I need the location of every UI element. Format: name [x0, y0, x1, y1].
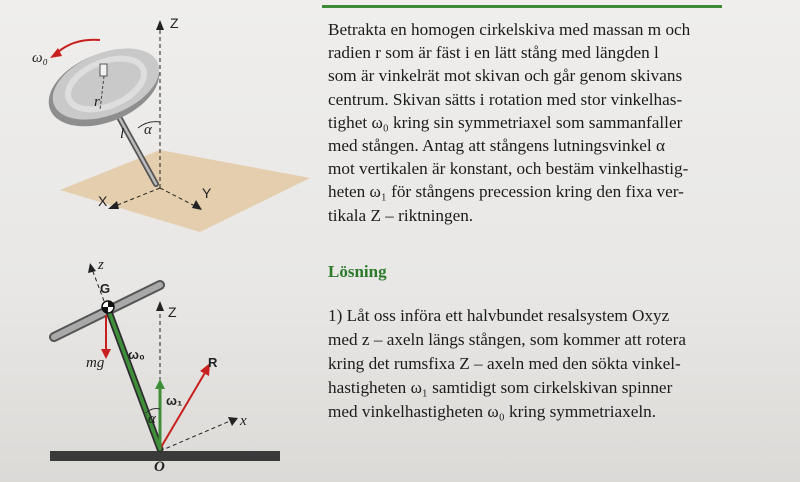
ground-bar [50, 451, 280, 461]
problem-line: centrum. Skivan sätts i rotation med stor vinkelhas- [328, 89, 683, 109]
omega0-label: ω₀ [32, 50, 48, 66]
z-axis-label: Z [170, 15, 179, 31]
solution-paragraph [328, 304, 768, 424]
solution-line: med vinkelhastigheten ω₀ kring symmetriaxeln. [328, 402, 657, 421]
reaction-label: R [208, 355, 218, 370]
reaction-arrow [160, 371, 206, 449]
center-of-mass-quadrant-1 [108, 301, 114, 307]
problem-paragraph [328, 18, 768, 227]
problem-line: tighet ω₀ kring sin symmetriaxel som sammanfaller [328, 112, 683, 132]
figure-vector-diagram [40, 255, 300, 477]
problem-line: tikala Z – riktningen. [328, 205, 474, 225]
problem-line: som är vinkelrät mot skivan och går genom skivans [328, 66, 683, 86]
solution-line: kring det rumsfixa Z – axeln med den sökta vinkel- [328, 354, 681, 373]
z-axis-label: Z [168, 304, 177, 320]
solution-line: hastigheten ω₁ samtidigt som cirkelskivan spinner [328, 378, 673, 397]
x-axis-label: X [98, 193, 108, 209]
problem-line: radien r som är fäst i en lätt stång med längden l [328, 43, 659, 63]
disk-hub [100, 64, 107, 76]
x-axis-label: x [240, 413, 247, 429]
solution-heading: Lösning [328, 262, 387, 281]
angle-label: α [144, 122, 152, 138]
top-green-rule [322, 5, 722, 8]
omega1-arrowhead [155, 379, 165, 389]
figure-spinning-disk [20, 10, 320, 240]
angle-label: α [148, 411, 156, 427]
origin-label: O [154, 459, 165, 475]
omega0-label: ω₀ [128, 347, 145, 362]
problem-line: Betrakta en homogen cirkelskiva med massan m och [328, 20, 691, 39]
radius-label: r [94, 94, 100, 110]
solution-line: med z – axeln längs stången, som kommer att rotera [328, 330, 686, 349]
omega0-arrow [58, 40, 100, 52]
problem-line: heten ω₁ för stångens precession kring den fixa ver- [328, 182, 684, 202]
z-axis-arrowhead [156, 20, 164, 30]
z-body-axis-arrowhead [88, 263, 96, 273]
rod-omega0-vector [108, 309, 160, 449]
figure-spinning-disk-svg [20, 10, 320, 240]
x-axis-arrowhead [228, 417, 238, 426]
z-body-axis-label: z [98, 257, 104, 273]
problem-line: mot vertikalen är konstant, och bestäm vinkelhastig- [328, 159, 689, 179]
ground-plane [60, 150, 310, 232]
length-label: l [120, 126, 125, 142]
figure-vector-diagram-svg [40, 255, 300, 477]
center-of-mass-label: G [100, 281, 111, 296]
z-axis-arrowhead [156, 301, 164, 311]
y-axis-label: Y [202, 185, 212, 201]
solution-line: 1) Låt oss införa ett halvbundet resalsystem Oxyz [328, 306, 670, 325]
problem-line: med stången. Antag att stångens lutningsvinkel α [328, 136, 665, 156]
weight-label: mg [86, 355, 105, 371]
x-axis-line [160, 421, 230, 451]
omega1-label: ω₁ [166, 393, 183, 408]
